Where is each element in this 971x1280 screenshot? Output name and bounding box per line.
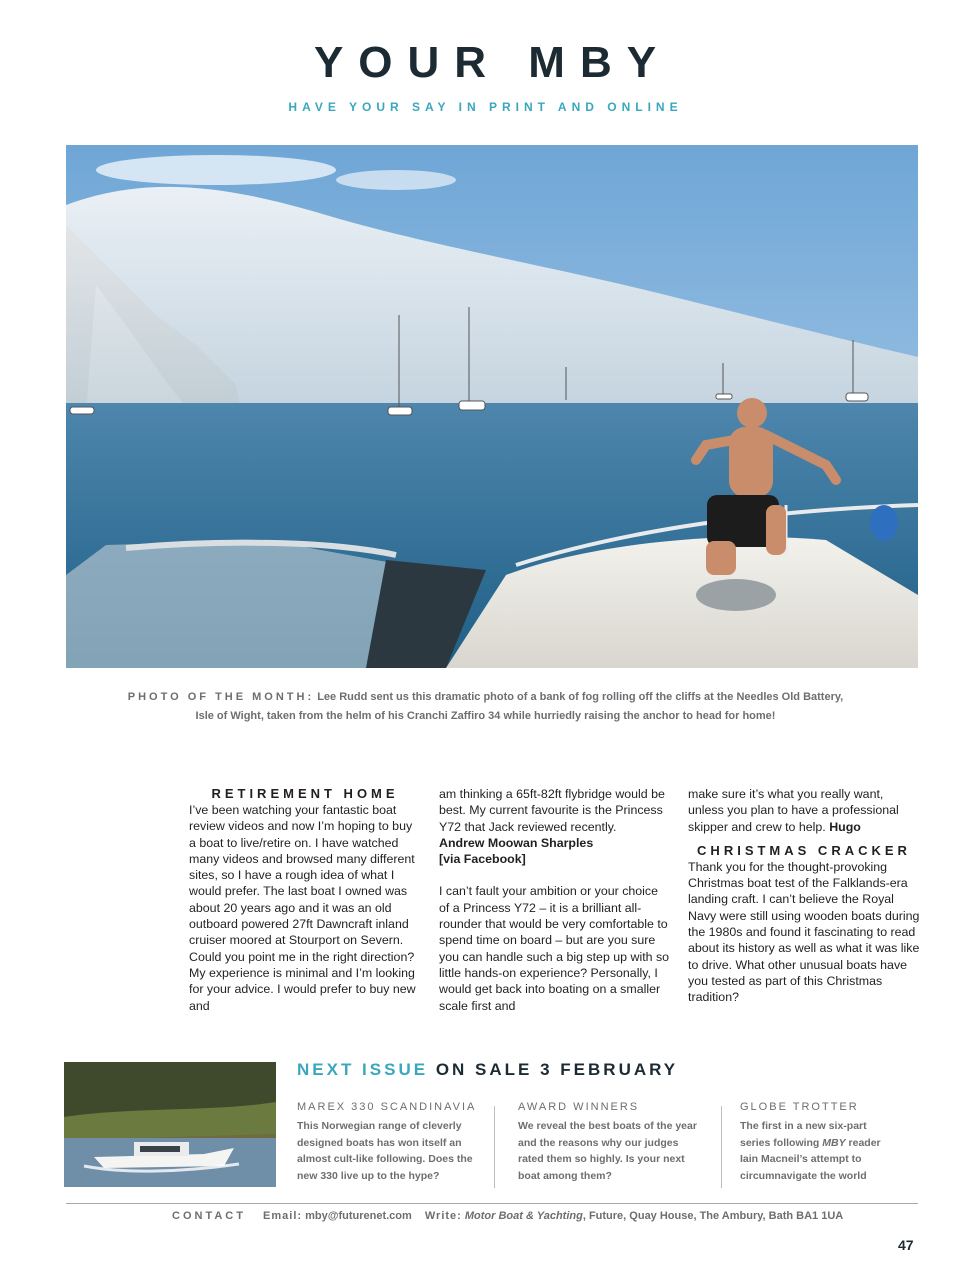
page-number: 47 <box>898 1237 914 1253</box>
photo-of-the-month <box>66 145 918 668</box>
caption-text: Lee Rudd sent us this dramatic photo of a bank of fog rolling off the cliffs at the Needles Old Battery, Isle of Wight, taken from the helm of his Cranchi Zaffiro 34 while hurriedly raising the anchor to head for home! <box>195 691 844 722</box>
teaser-body-pre: The first in a new six-part series following <box>740 1120 867 1149</box>
christmas-heading: CHRISTMAS CRACKER <box>697 842 911 858</box>
teaser-body: We reveal the best boats of the year and the reasons why our judges rated them so highly. Is your next boat among them? <box>518 1120 697 1182</box>
write-publication: Motor Boat & Yachting <box>464 1210 583 1222</box>
hero-photo-illustration <box>66 145 918 668</box>
page-subtitle: HAVE YOUR SAY IN PRINT AND ONLINE <box>288 100 683 114</box>
teaser-divider <box>721 1106 722 1188</box>
christmas-letter: Thank you for the thought-provoking Christmas boat test of the Falklands-era landing craft. I can’t believe the Royal Navy were still using wooden boats during the 1980s and found it fascinating to read about its history as well as what it was like to drive. What other unusual boats have you tested as part of this Christmas tradition? <box>688 859 920 1005</box>
page-title: YOUR MBY <box>313 38 672 87</box>
letters-column-2 <box>439 786 671 1014</box>
teaser-body-em: MBY <box>822 1136 846 1149</box>
next-issue-label: NEXT ISSUE <box>297 1060 429 1079</box>
write-address: , Future, Quay House, The Ambury, Bath BA1 1UA <box>582 1210 844 1222</box>
next-issue-heading <box>297 1060 678 1080</box>
letter-signature-source: [via Facebook] <box>439 852 526 867</box>
next-issue-thumbnail <box>64 1062 276 1187</box>
teaser-divider <box>494 1106 495 1188</box>
retirement-reply-part2: make sure it’s what you really want, unless you plan to have a professional skipper and crew to help. <box>688 787 899 834</box>
letter-signature-name: Andrew Moowan Sharples <box>439 835 594 850</box>
teaser-marex <box>297 1101 477 1184</box>
teaser-title: AWARD WINNERS <box>518 1101 640 1113</box>
contact-line <box>172 1210 843 1222</box>
teaser-globe-trotter <box>740 1101 890 1184</box>
teaser-body <box>740 1118 890 1184</box>
retirement-letter-part2: am thinking a 65ft-82ft flybridge would be best. My current favourite is the Princess Y72 that Jack reviewed recently. <box>439 787 665 834</box>
reply-signature: Hugo <box>829 819 861 834</box>
retirement-letter-part1: I’ve been watching your fantastic boat review videos and now I’m hoping to buy a boat to live/retire on. I have watched many videos and browsed many different sites, so I have a rough idea of what I would prefer. The last boat I owned was about 20 years ago and it was an old outboard powered 27ft Dawncraft inland cruiser moored at Stourport on Severn. Could you point me in the right direction? My experience is minimal and I’m looking for your advice. I would prefer to buy new and <box>189 803 416 1013</box>
retirement-reply-part1: I can’t fault your ambition or your choice of a Princess Y72 – it is a brilliant all-rounder that would be very comfortable to spend time on board – but are you sure you can handle such a big step up with so little hands-on experience? Personally, I would get back into boating on a smaller scale first and <box>439 884 670 1013</box>
letters-column-3 <box>688 786 920 1006</box>
teaser-title: MAREX 330 SCANDINAVIA <box>297 1101 477 1113</box>
next-issue-date: ON SALE 3 FEBRUARY <box>435 1060 679 1079</box>
retirement-heading: RETIREMENT HOME <box>211 786 399 801</box>
contact-rule <box>66 1203 918 1204</box>
teaser-awards <box>518 1101 698 1184</box>
letters-column-1 <box>189 786 421 1014</box>
teaser-body: This Norwegian range of cleverly designed boats has won itself an almost cult-like following. Does the new 330 live up to the hype? <box>297 1120 473 1182</box>
teaser-title: GLOBE TROTTER <box>740 1101 859 1113</box>
write-label: Write: <box>424 1210 462 1222</box>
photo-caption <box>120 688 851 726</box>
caption-lead: PHOTO OF THE MONTH: <box>127 691 315 703</box>
email-label: Email: <box>263 1210 303 1222</box>
contact-email[interactable]: mby@futurenet.com <box>305 1210 412 1222</box>
contact-label: CONTACT <box>172 1210 246 1222</box>
teaser-body-post: reader Iain Macneil’s attempt to circumnavigate the world <box>740 1136 881 1182</box>
next-issue-boat-illustration <box>64 1062 276 1187</box>
